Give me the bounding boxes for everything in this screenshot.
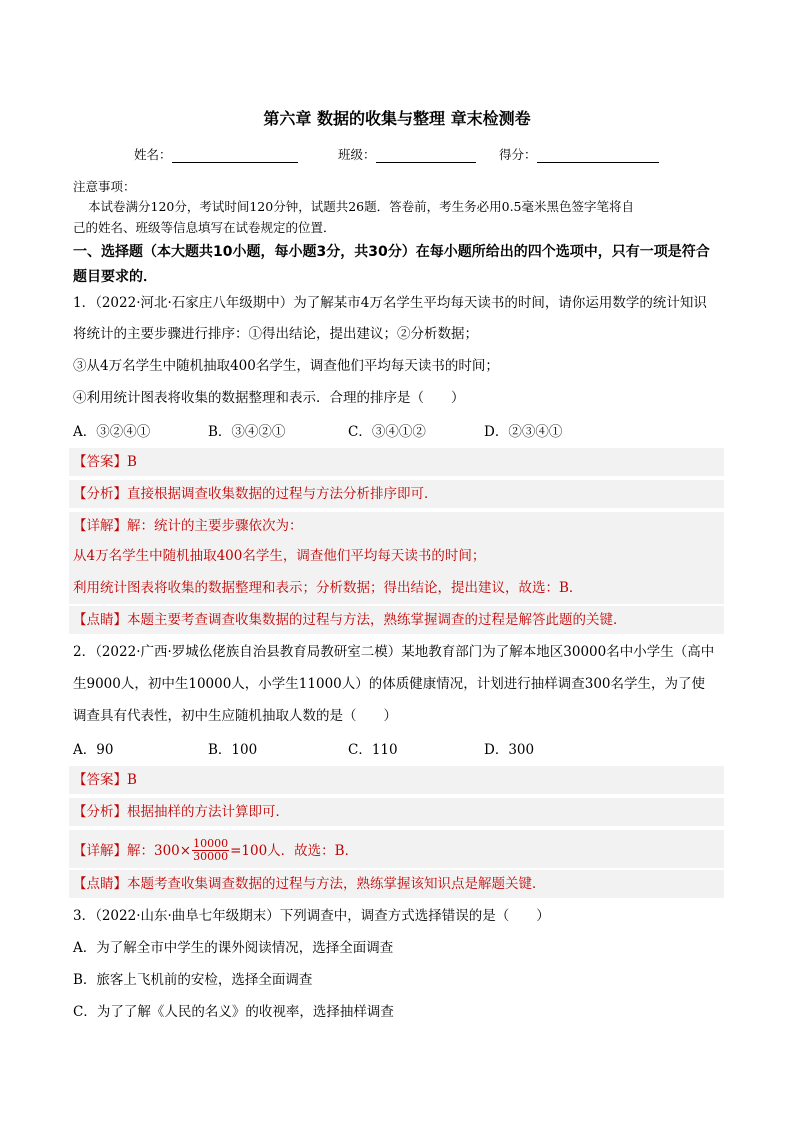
q2-option-b: B．100 [208, 742, 258, 758]
q1-line-1: 1．（2022·河北·石家庄八年级期中）为了解某市4万名学生平均每天读书的时间，请你运用数学的统计知识 [73, 295, 707, 311]
notes-heading: 注意事项： [73, 179, 136, 194]
q3-line-1: 3．（2022·山东·曲阜七年级期末）下列调查中，调查方式选择错误的是（ ） [73, 908, 550, 924]
q3-option-b: B．旅客上飞机前的安检，选择全面调查 [73, 972, 313, 988]
name-field[interactable] [134, 145, 298, 163]
q3-option-c: C．为了了解《人民的名义》的收视率，选择抽样调查 [73, 1004, 394, 1020]
q2-option-d: D．300 [484, 742, 535, 758]
section-heading-1: 一、选择题（本大题共10小题，每小题3分，共30分）在每小题所给出的四个选项中，只有一项是符合 [73, 244, 710, 260]
q1-option-d: D．②③④① [484, 424, 563, 440]
class-field[interactable] [338, 145, 476, 163]
q2-fraction [192, 838, 229, 863]
q2-answer-box [69, 766, 724, 794]
score-field[interactable] [499, 145, 659, 163]
name-label: 姓名： [134, 147, 172, 162]
q2-line-2: 生9000人，初中生10000人，小学生11000人）的体质健康情况，计划进行抽样调查300名学生，为了使 [73, 676, 706, 692]
class-blank[interactable] [376, 148, 476, 163]
q3-option-a: A．为了解全市中学生的课外阅读情况，选择全面调查 [73, 940, 394, 956]
q2-comment: 【点睛】本题考查收集调查数据的过程与方法，熟练掌握该知识点是解题关键． [73, 876, 546, 892]
q1-detail-3: 利用统计图表将收集的数据整理和表示；分析数据；得出结论，提出建议，故选：B． [73, 580, 583, 596]
q2-analysis: 【分析】根据抽样的方法计算即可． [73, 804, 289, 820]
q1-line-2: 将统计的主要步骤进行排序：①得出结论，提出建议；②分析数据； [73, 326, 478, 342]
q2-answer: 【答案】B [73, 772, 137, 788]
q1-line-4: ④利用统计图表将收集的数据整理和表示．合理的排序是（ ） [73, 390, 465, 406]
page-title: 第六章 数据的收集与整理 章末检测卷 [263, 109, 531, 128]
q1-answer: 【答案】B [73, 454, 137, 470]
score-blank[interactable] [537, 148, 659, 163]
q2-detail [73, 838, 358, 863]
q1-answer-box [69, 448, 724, 476]
q1-analysis: 【分析】直接根据调查收集数据的过程与方法分析排序即可． [73, 486, 438, 502]
q2-line-1: 2．（2022·广西·罗城仫佬族自治县教育局教研室二模）某地教育部门为了解本地区30000名中小学生（高中 [73, 644, 715, 660]
q1-line-3: ③从4万名学生中随机抽取400名学生，调查他们平均每天读书的时间； [73, 358, 499, 374]
notes-line-1: 本试卷满分120分，考试时间120分钟，试题共26题．答卷前，考生务必用0.5毫米黑色签字笔将自 [88, 199, 635, 214]
notes-line-2: 己的姓名、班级等信息填写在试卷规定的位置． [73, 220, 336, 235]
q1-detail-2: 从4万名学生中随机抽取400名学生，调查他们平均每天读书的时间； [73, 548, 486, 564]
score-label: 得分： [499, 147, 537, 162]
q2-option-c: C．110 [348, 742, 398, 758]
q1-option-c: C．③④①② [348, 424, 426, 440]
q1-comment: 【点睛】本题主要考查调查收集数据的过程与方法，熟练掌握调查的过程是解答此题的关键． [73, 612, 627, 628]
q1-option-b: B．③④②① [208, 424, 286, 440]
q2-fraction-numerator: 10000 [193, 837, 229, 850]
q2-fraction-denominator: 30000 [193, 850, 229, 863]
section-heading-2: 题目要求的． [73, 269, 157, 285]
q2-line-3: 调查具有代表性，初中生应随机抽取人数的是（ ） [73, 708, 397, 724]
class-label: 班级： [338, 147, 376, 162]
q1-option-a: A．③②④① [73, 424, 151, 440]
q2-option-a: A．90 [73, 742, 114, 758]
q2-detail-suffix: =100人．故选：B． [230, 842, 359, 859]
name-blank[interactable] [172, 148, 298, 163]
q2-detail-prefix: 【详解】解：300× [73, 842, 192, 859]
q1-detail: 【详解】解：统计的主要步骤依次为： [73, 518, 303, 534]
